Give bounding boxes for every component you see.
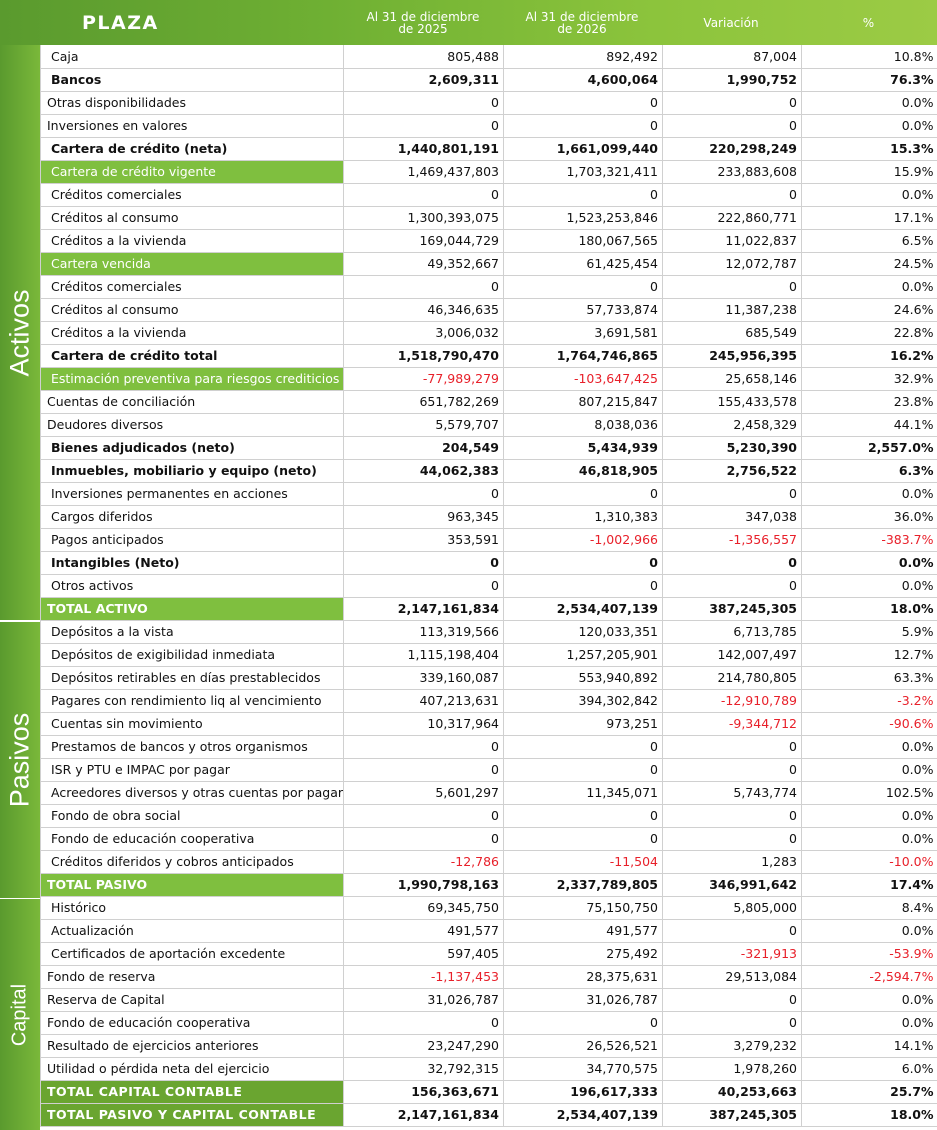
row-label: Bienes adjudicados (neto) — [41, 436, 344, 459]
balance-sheet-body — [41, 45, 937, 1126]
cell-v4: 0.0% — [802, 574, 937, 597]
cell-v1: 651,782,269 — [344, 390, 504, 413]
cell-v3: 87,004 — [663, 45, 802, 68]
cell-v3: 11,022,837 — [663, 229, 802, 252]
cell-v2: 1,661,099,440 — [504, 137, 663, 160]
cell-v1: 2,147,161,834 — [344, 1103, 504, 1126]
cell-v1: 0 — [344, 827, 504, 850]
cell-v4: 23.8% — [802, 390, 937, 413]
table-row — [41, 91, 937, 114]
table-row — [41, 620, 937, 643]
cell-v3: 245,956,395 — [663, 344, 802, 367]
cell-v1: 169,044,729 — [344, 229, 504, 252]
cell-v3: 11,387,238 — [663, 298, 802, 321]
table-row — [41, 827, 937, 850]
cell-v1: 339,160,087 — [344, 666, 504, 689]
cell-v4: 24.6% — [802, 298, 937, 321]
row-label: TOTAL PASIVO — [41, 873, 344, 896]
row-label: Histórico — [41, 896, 344, 919]
cell-v3: 0 — [663, 482, 802, 505]
cell-v4: -53.9% — [802, 942, 937, 965]
cell-v4: 0.0% — [802, 758, 937, 781]
brand-title: PLAZA — [82, 11, 159, 34]
table-row — [41, 505, 937, 528]
cell-v4: 25.7% — [802, 1080, 937, 1103]
table-row — [41, 1080, 937, 1103]
cell-v1: 204,549 — [344, 436, 504, 459]
cell-v3: 0 — [663, 988, 802, 1011]
cell-v4: 0.0% — [802, 275, 937, 298]
cell-v1: 0 — [344, 114, 504, 137]
cell-v2: 1,310,383 — [504, 505, 663, 528]
table-row — [41, 712, 937, 735]
cell-v4: 102.5% — [802, 781, 937, 804]
table-row — [41, 896, 937, 919]
cell-v4: 6.0% — [802, 1057, 937, 1080]
row-label: Reserva de Capital — [41, 988, 344, 1011]
table-row — [41, 666, 937, 689]
table-row — [41, 482, 937, 505]
cell-v2: -103,647,425 — [504, 367, 663, 390]
table-row — [41, 1057, 937, 1080]
cell-v3: 2,458,329 — [663, 413, 802, 436]
table-row — [41, 597, 937, 620]
cell-v3: 25,658,146 — [663, 367, 802, 390]
cell-v4: 17.4% — [802, 873, 937, 896]
table-row — [41, 574, 937, 597]
cell-v2: 491,577 — [504, 919, 663, 942]
table-row — [41, 160, 937, 183]
cell-v2: 0 — [504, 91, 663, 114]
row-label: Certificados de aportación excedente — [41, 942, 344, 965]
cell-v2: 120,033,351 — [504, 620, 663, 643]
cell-v3: 6,713,785 — [663, 620, 802, 643]
table-row — [41, 229, 937, 252]
row-label: Estimación preventiva para riesgos crediticios — [41, 367, 344, 390]
cell-v4: 18.0% — [802, 1103, 937, 1126]
cell-v3: 12,072,787 — [663, 252, 802, 275]
cell-v3: 1,283 — [663, 850, 802, 873]
cell-v3: 220,298,249 — [663, 137, 802, 160]
row-label: Actualización — [41, 919, 344, 942]
cell-v3: -9,344,712 — [663, 712, 802, 735]
cell-v4: -10.0% — [802, 850, 937, 873]
cell-v1: 156,363,671 — [344, 1080, 504, 1103]
row-label: Resultado de ejercicios anteriores — [41, 1034, 344, 1057]
cell-v3: 0 — [663, 919, 802, 942]
row-label: Créditos diferidos y cobros anticipados — [41, 850, 344, 873]
cell-v3: 5,805,000 — [663, 896, 802, 919]
row-label: Fondo de obra social — [41, 804, 344, 827]
table-row — [41, 643, 937, 666]
cell-v3: 346,991,642 — [663, 873, 802, 896]
cell-v4: 6.3% — [802, 459, 937, 482]
row-label: Inversiones en valores — [41, 114, 344, 137]
row-label: TOTAL CAPITAL CONTABLE — [41, 1080, 344, 1103]
cell-v1: 597,405 — [344, 942, 504, 965]
row-label: Cartera de crédito (neta) — [41, 137, 344, 160]
cell-v1: 1,990,798,163 — [344, 873, 504, 896]
cell-v4: 15.9% — [802, 160, 937, 183]
cell-v2: 0 — [504, 804, 663, 827]
cell-v3: 1,990,752 — [663, 68, 802, 91]
cell-v1: 0 — [344, 91, 504, 114]
cell-v2: 4,600,064 — [504, 68, 663, 91]
cell-v1: 5,601,297 — [344, 781, 504, 804]
cell-v2: 0 — [504, 758, 663, 781]
cell-v3: 0 — [663, 183, 802, 206]
table-row — [41, 252, 937, 275]
row-label: Cuentas sin movimiento — [41, 712, 344, 735]
column-header-variacion: Variación — [703, 15, 759, 30]
row-label: Créditos comerciales — [41, 275, 344, 298]
table-row — [41, 459, 937, 482]
cell-v1: -1,137,453 — [344, 965, 504, 988]
row-label: Créditos a la vivienda — [41, 321, 344, 344]
cell-v2: 553,940,892 — [504, 666, 663, 689]
cell-v4: 0.0% — [802, 91, 937, 114]
row-label: Deudores diversos — [41, 413, 344, 436]
table-row — [41, 758, 937, 781]
cell-v2: 11,345,071 — [504, 781, 663, 804]
cell-v1: 49,352,667 — [344, 252, 504, 275]
cell-v2: 1,703,321,411 — [504, 160, 663, 183]
row-label: Cartera de crédito vigente — [41, 160, 344, 183]
row-label: Fondo de reserva — [41, 965, 344, 988]
row-label: Intangibles (Neto) — [41, 551, 344, 574]
table-row — [41, 804, 937, 827]
cell-v2: 46,818,905 — [504, 459, 663, 482]
cell-v4: -383.7% — [802, 528, 937, 551]
cell-v4: 22.8% — [802, 321, 937, 344]
cell-v3: 0 — [663, 91, 802, 114]
row-label: TOTAL ACTIVO — [41, 597, 344, 620]
row-label: Depósitos de exigibilidad inmediata — [41, 643, 344, 666]
cell-v1: 963,345 — [344, 505, 504, 528]
cell-v2: 0 — [504, 551, 663, 574]
table-header — [0, 0, 937, 45]
cell-v2: 807,215,847 — [504, 390, 663, 413]
cell-v2: 31,026,787 — [504, 988, 663, 1011]
cell-v3: 155,433,578 — [663, 390, 802, 413]
cell-v1: 0 — [344, 482, 504, 505]
table-row — [41, 137, 937, 160]
table-row — [41, 965, 937, 988]
cell-v4: 0.0% — [802, 1011, 937, 1034]
cell-v3: 387,245,305 — [663, 597, 802, 620]
cell-v3: 0 — [663, 275, 802, 298]
cell-v4: 24.5% — [802, 252, 937, 275]
row-label: Cargos diferidos — [41, 505, 344, 528]
cell-v1: 10,317,964 — [344, 712, 504, 735]
cell-v3: 233,883,608 — [663, 160, 802, 183]
cell-v3: 142,007,497 — [663, 643, 802, 666]
row-label: Caja — [41, 45, 344, 68]
cell-v3: -12,910,789 — [663, 689, 802, 712]
row-label: Pagos anticipados — [41, 528, 344, 551]
section-label-capital — [0, 899, 40, 1130]
row-label: Utilidad o pérdida neta del ejercicio — [41, 1057, 344, 1080]
balance-sheet-table — [40, 45, 937, 1127]
cell-v1: 0 — [344, 183, 504, 206]
cell-v1: 3,006,032 — [344, 321, 504, 344]
table-row — [41, 873, 937, 896]
cell-v1: 31,026,787 — [344, 988, 504, 1011]
cell-v1: 491,577 — [344, 919, 504, 942]
cell-v4: 12.7% — [802, 643, 937, 666]
cell-v2: 394,302,842 — [504, 689, 663, 712]
cell-v4: 17.1% — [802, 206, 937, 229]
cell-v2: 0 — [504, 1011, 663, 1034]
cell-v2: 1,764,746,865 — [504, 344, 663, 367]
cell-v3: 0 — [663, 1011, 802, 1034]
cell-v1: 23,247,290 — [344, 1034, 504, 1057]
cell-v4: 2,557.0% — [802, 436, 937, 459]
cell-v2: 2,534,407,139 — [504, 1103, 663, 1126]
table-row — [41, 68, 937, 91]
cell-v2: 5,434,939 — [504, 436, 663, 459]
cell-v4: 0.0% — [802, 551, 937, 574]
cell-v2: 0 — [504, 482, 663, 505]
row-label: Créditos al consumo — [41, 298, 344, 321]
cell-v4: 16.2% — [802, 344, 937, 367]
cell-v3: 0 — [663, 114, 802, 137]
cell-v1: 0 — [344, 735, 504, 758]
section-label-activos-text: Activos — [4, 288, 35, 377]
cell-v2: 275,492 — [504, 942, 663, 965]
cell-v1: 2,609,311 — [344, 68, 504, 91]
table-row — [41, 1103, 937, 1126]
cell-v1: 46,346,635 — [344, 298, 504, 321]
table-row — [41, 919, 937, 942]
table-row — [41, 1034, 937, 1057]
cell-v2: 2,337,789,805 — [504, 873, 663, 896]
cell-v4: 0.0% — [802, 988, 937, 1011]
cell-v1: 1,115,198,404 — [344, 643, 504, 666]
cell-v2: 34,770,575 — [504, 1057, 663, 1080]
row-label: Otros activos — [41, 574, 344, 597]
cell-v4: 44.1% — [802, 413, 937, 436]
cell-v1: 32,792,315 — [344, 1057, 504, 1080]
cell-v4: 76.3% — [802, 68, 937, 91]
cell-v4: 0.0% — [802, 114, 937, 137]
cell-v2: 973,251 — [504, 712, 663, 735]
table-row — [41, 551, 937, 574]
row-label: Créditos a la vivienda — [41, 229, 344, 252]
column-header-2026: Al 31 de diciembre de 2026 — [525, 9, 639, 36]
cell-v1: 0 — [344, 275, 504, 298]
column-header-2025: Al 31 de diciembre de 2025 — [366, 9, 480, 36]
cell-v2: 0 — [504, 574, 663, 597]
cell-v4: -3.2% — [802, 689, 937, 712]
row-label: Prestamos de bancos y otros organismos — [41, 735, 344, 758]
cell-v1: 407,213,631 — [344, 689, 504, 712]
row-label: TOTAL PASIVO Y CAPITAL CONTABLE — [41, 1103, 344, 1126]
cell-v3: 214,780,805 — [663, 666, 802, 689]
cell-v4: 8.4% — [802, 896, 937, 919]
table-row — [41, 735, 937, 758]
table-row — [41, 390, 937, 413]
cell-v3: 0 — [663, 804, 802, 827]
table-row — [41, 344, 937, 367]
cell-v4: 32.9% — [802, 367, 937, 390]
cell-v2: 0 — [504, 183, 663, 206]
row-label: Acreedores diversos y otras cuentas por pagar — [41, 781, 344, 804]
table-row — [41, 988, 937, 1011]
cell-v3: 222,860,771 — [663, 206, 802, 229]
table-row — [41, 1011, 937, 1034]
row-label: Fondo de educación cooperativa — [41, 827, 344, 850]
cell-v3: 0 — [663, 735, 802, 758]
table-row — [41, 436, 937, 459]
cell-v2: 61,425,454 — [504, 252, 663, 275]
row-label: Créditos al consumo — [41, 206, 344, 229]
cell-v1: 5,579,707 — [344, 413, 504, 436]
cell-v1: 0 — [344, 551, 504, 574]
cell-v4: 14.1% — [802, 1034, 937, 1057]
cell-v4: 18.0% — [802, 597, 937, 620]
section-label-capital-text: Capital — [8, 983, 31, 1046]
table-row — [41, 183, 937, 206]
table-row — [41, 275, 937, 298]
cell-v2: 0 — [504, 275, 663, 298]
cell-v3: 387,245,305 — [663, 1103, 802, 1126]
cell-v1: 0 — [344, 804, 504, 827]
cell-v3: 3,279,232 — [663, 1034, 802, 1057]
cell-v2: 28,375,631 — [504, 965, 663, 988]
cell-v1: 69,345,750 — [344, 896, 504, 919]
cell-v3: 347,038 — [663, 505, 802, 528]
cell-v3: 40,253,663 — [663, 1080, 802, 1103]
table-row — [41, 321, 937, 344]
row-label: Bancos — [41, 68, 344, 91]
cell-v1: 1,440,801,191 — [344, 137, 504, 160]
cell-v2: 892,492 — [504, 45, 663, 68]
column-header-percent: % — [862, 15, 875, 30]
cell-v2: 8,038,036 — [504, 413, 663, 436]
table-row — [41, 206, 937, 229]
section-label-activos — [0, 45, 40, 620]
table-row — [41, 45, 937, 68]
cell-v4: 5.9% — [802, 620, 937, 643]
cell-v2: 196,617,333 — [504, 1080, 663, 1103]
cell-v1: 44,062,383 — [344, 459, 504, 482]
table-row — [41, 114, 937, 137]
cell-v4: 6.5% — [802, 229, 937, 252]
cell-v1: 1,518,790,470 — [344, 344, 504, 367]
row-label: Fondo de educación cooperativa — [41, 1011, 344, 1034]
cell-v1: 0 — [344, 574, 504, 597]
row-label: Otras disponibilidades — [41, 91, 344, 114]
table-row — [41, 413, 937, 436]
cell-v1: 113,319,566 — [344, 620, 504, 643]
cell-v1: 1,469,437,803 — [344, 160, 504, 183]
table-row — [41, 850, 937, 873]
cell-v2: 75,150,750 — [504, 896, 663, 919]
cell-v4: 0.0% — [802, 482, 937, 505]
cell-v3: 0 — [663, 758, 802, 781]
table-row — [41, 367, 937, 390]
row-label: Cartera de crédito total — [41, 344, 344, 367]
cell-v3: 0 — [663, 551, 802, 574]
section-label-pasivos-text: Pasivos — [4, 712, 35, 808]
cell-v3: 2,756,522 — [663, 459, 802, 482]
cell-v2: 26,526,521 — [504, 1034, 663, 1057]
cell-v3: 0 — [663, 574, 802, 597]
cell-v2: -11,504 — [504, 850, 663, 873]
row-label: Créditos comerciales — [41, 183, 344, 206]
cell-v4: 36.0% — [802, 505, 937, 528]
section-label-pasivos — [0, 622, 40, 898]
row-label: Depósitos a la vista — [41, 620, 344, 643]
table-row — [41, 781, 937, 804]
row-label: Cartera vencida — [41, 252, 344, 275]
cell-v2: 180,067,565 — [504, 229, 663, 252]
cell-v4: -2,594.7% — [802, 965, 937, 988]
cell-v4: 63.3% — [802, 666, 937, 689]
row-label: Inmuebles, mobiliario y equipo (neto) — [41, 459, 344, 482]
row-label: Inversiones permanentes en acciones — [41, 482, 344, 505]
cell-v1: 2,147,161,834 — [344, 597, 504, 620]
cell-v3: -1,356,557 — [663, 528, 802, 551]
cell-v4: 0.0% — [802, 919, 937, 942]
cell-v2: 1,523,253,846 — [504, 206, 663, 229]
row-label: Depósitos retirables en días prestablecidos — [41, 666, 344, 689]
cell-v4: 15.3% — [802, 137, 937, 160]
cell-v3: 29,513,084 — [663, 965, 802, 988]
cell-v3: -321,913 — [663, 942, 802, 965]
row-label: ISR y PTU e IMPAC por pagar — [41, 758, 344, 781]
cell-v2: 0 — [504, 114, 663, 137]
cell-v4: -90.6% — [802, 712, 937, 735]
table-row — [41, 942, 937, 965]
table-row — [41, 528, 937, 551]
table-row — [41, 298, 937, 321]
cell-v3: 685,549 — [663, 321, 802, 344]
cell-v1: 1,300,393,075 — [344, 206, 504, 229]
cell-v2: 0 — [504, 735, 663, 758]
row-label: Cuentas de conciliación — [41, 390, 344, 413]
cell-v3: 1,978,260 — [663, 1057, 802, 1080]
table-row — [41, 689, 937, 712]
cell-v4: 10.8% — [802, 45, 937, 68]
cell-v4: 0.0% — [802, 804, 937, 827]
cell-v2: 3,691,581 — [504, 321, 663, 344]
cell-v4: 0.0% — [802, 735, 937, 758]
cell-v1: 353,591 — [344, 528, 504, 551]
cell-v1: -77,989,279 — [344, 367, 504, 390]
cell-v1: -12,786 — [344, 850, 504, 873]
cell-v3: 0 — [663, 827, 802, 850]
row-label: Pagares con rendimiento liq al vencimiento — [41, 689, 344, 712]
cell-v1: 805,488 — [344, 45, 504, 68]
cell-v2: 0 — [504, 827, 663, 850]
cell-v2: 57,733,874 — [504, 298, 663, 321]
cell-v4: 0.0% — [802, 183, 937, 206]
cell-v3: 5,743,774 — [663, 781, 802, 804]
cell-v2: 2,534,407,139 — [504, 597, 663, 620]
cell-v3: 5,230,390 — [663, 436, 802, 459]
cell-v1: 0 — [344, 758, 504, 781]
cell-v4: 0.0% — [802, 827, 937, 850]
cell-v2: 1,257,205,901 — [504, 643, 663, 666]
cell-v2: -1,002,966 — [504, 528, 663, 551]
cell-v1: 0 — [344, 1011, 504, 1034]
